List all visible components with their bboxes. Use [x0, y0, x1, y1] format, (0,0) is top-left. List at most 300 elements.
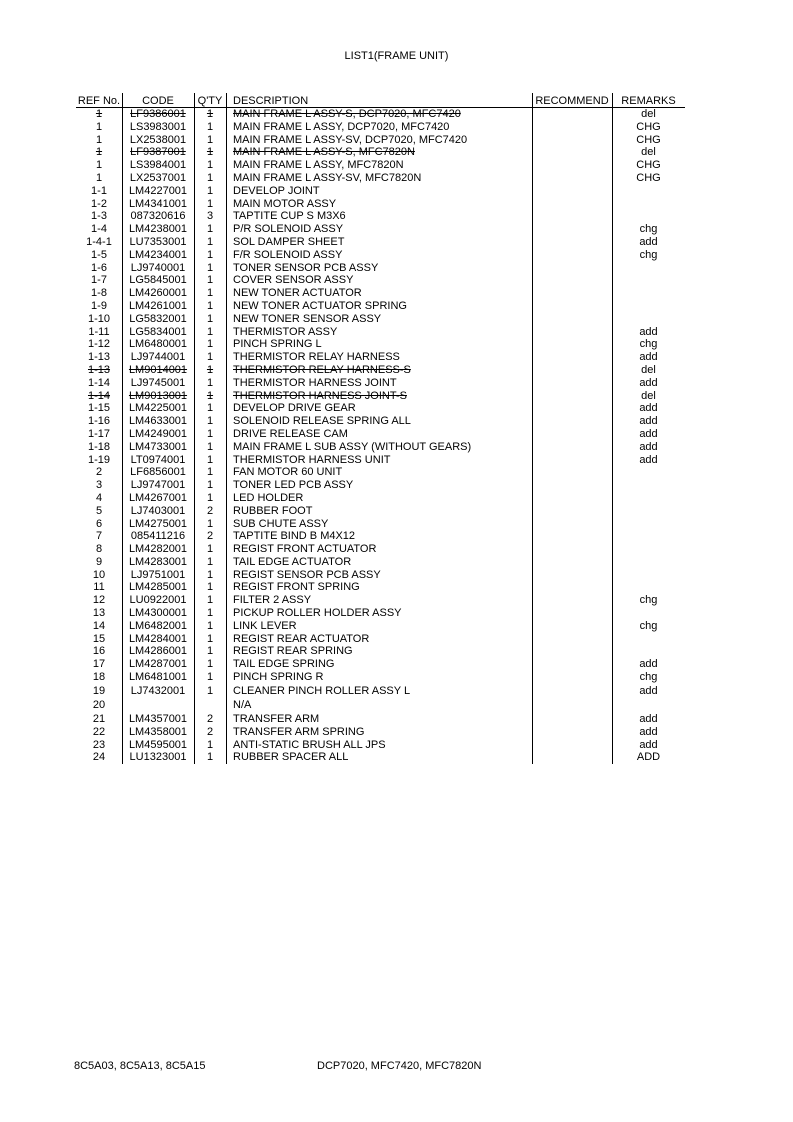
row-code: [122, 569, 194, 582]
row-description: [233, 620, 533, 633]
row-qty: [194, 751, 226, 764]
table-row: [76, 658, 685, 671]
row-description: [233, 713, 533, 726]
row-code-text: LT0974001: [130, 453, 186, 466]
row-remarks: [612, 377, 685, 390]
row-qty: [194, 441, 226, 454]
row-ref: [76, 726, 122, 739]
row-code: [122, 428, 194, 441]
table-row: [76, 428, 685, 441]
row-remarks-text: CHG: [636, 120, 661, 133]
row-code-text: LJ7403001: [130, 504, 186, 517]
table-row: [76, 326, 685, 339]
table-row: [76, 726, 685, 739]
row-remarks-text: CHG: [636, 133, 661, 146]
row-code: [122, 594, 194, 607]
row-remarks: [612, 146, 685, 159]
row-ref: [76, 594, 122, 607]
row-qty: [194, 454, 226, 467]
row-ref-text: 13: [92, 607, 106, 620]
row-code: [122, 726, 194, 739]
row-code-text: LJ9740001: [130, 261, 186, 274]
row-remarks-text: add: [639, 325, 658, 338]
table-row: [76, 338, 685, 351]
table-row: [76, 530, 685, 543]
row-ref-text: 8: [95, 543, 103, 556]
row-qty-text: 1: [206, 671, 214, 684]
row-qty-text: 1: [206, 120, 214, 133]
row-ref: [76, 108, 122, 121]
row-ref-text: 18: [92, 671, 106, 684]
row-ref: [76, 607, 122, 620]
row-ref: [76, 543, 122, 556]
row-qty: [194, 594, 226, 607]
row-qty-text: 1: [206, 363, 214, 376]
row-ref-text: 20: [92, 699, 106, 712]
row-qty: [194, 607, 226, 620]
row-description: [233, 454, 533, 467]
row-description: [233, 581, 533, 594]
table-row: [76, 198, 685, 211]
row-remarks: [612, 415, 685, 428]
row-ref: [76, 713, 122, 726]
row-remarks-text: add: [639, 235, 658, 248]
table-row: [76, 505, 685, 518]
row-ref: [76, 518, 122, 531]
row-description-text: DEVELOP JOINT: [233, 184, 320, 197]
header-code: CODE: [142, 95, 174, 107]
row-code-text: LM4357001: [128, 713, 188, 726]
row-code-text: LM4275001: [128, 517, 188, 530]
row-code-text: LM9013001: [128, 389, 188, 402]
row-description: [233, 428, 533, 441]
row-code: [122, 121, 194, 134]
row-description: [233, 726, 533, 739]
row-description: [233, 364, 533, 377]
row-description-text: THERMISTOR RELAY HARNESS-S: [233, 363, 411, 376]
row-description: [233, 313, 533, 326]
row-description: [233, 633, 533, 646]
row-code-text: LM4225001: [128, 402, 188, 415]
row-remarks-text: add: [639, 725, 658, 738]
row-qty: [194, 556, 226, 569]
row-qty: [194, 620, 226, 633]
row-ref-text: 1-1: [91, 184, 107, 197]
row-code: [122, 402, 194, 415]
row-code-text: LG5845001: [129, 274, 187, 287]
row-qty-text: 1: [206, 555, 214, 568]
row-remarks-text: del: [641, 363, 656, 376]
row-code-text: LU1323001: [129, 751, 187, 764]
row-code-text: LJ9747001: [130, 479, 186, 492]
row-ref: [76, 685, 122, 698]
row-code: [122, 415, 194, 428]
row-description: [233, 146, 533, 159]
row-code: [122, 185, 194, 198]
row-ref: [76, 530, 122, 543]
row-ref-text: 1-11: [88, 325, 110, 338]
row-code-text: 085411216: [130, 530, 186, 543]
row-code: [122, 338, 194, 351]
row-code: [122, 581, 194, 594]
row-ref-text: 19: [92, 685, 106, 698]
row-description-text: P/R SOLENOID ASSY: [233, 223, 344, 236]
row-description-text: SOL DAMPER SHEET: [233, 235, 345, 248]
row-remarks-text: chg: [639, 619, 658, 632]
row-code-text: LG5834001: [129, 325, 187, 338]
row-qty: [194, 713, 226, 726]
table-row: [76, 581, 685, 594]
table-row: [76, 543, 685, 556]
row-remarks: [612, 402, 685, 415]
row-code: [122, 108, 194, 121]
row-description-text: MAIN FRAME L ASSY-S, MFC7820N: [233, 146, 415, 159]
row-ref: [76, 505, 122, 518]
table-row: [76, 751, 685, 764]
row-ref: [76, 287, 122, 300]
row-qty: [194, 249, 226, 262]
table-row: [76, 364, 685, 377]
row-ref-text: 1-4: [91, 223, 107, 236]
row-qty-text: 1: [206, 197, 214, 210]
row-description: [233, 658, 533, 671]
table-row: [76, 402, 685, 415]
row-qty-text: 1: [206, 338, 214, 351]
row-code: [122, 479, 194, 492]
row-qty-text: 1: [206, 479, 214, 492]
row-ref-text: 1-3: [91, 210, 107, 223]
row-description-text: TAPTITE BIND B M4X12: [233, 530, 356, 543]
row-qty-text: 1: [206, 594, 214, 607]
row-description-text: REGIST REAR SPRING: [233, 645, 353, 658]
row-description: [233, 274, 533, 287]
table-row: [76, 108, 685, 121]
row-remarks-text: add: [639, 402, 658, 415]
row-ref: [76, 364, 122, 377]
row-code-text: LM4286001: [128, 645, 188, 658]
row-description: [233, 441, 533, 454]
row-ref: [76, 351, 122, 364]
row-ref-text: 1-10: [87, 312, 111, 325]
row-ref-text: 1-17: [87, 427, 111, 440]
row-ref: [76, 262, 122, 275]
table-row: [76, 287, 685, 300]
header-ref: REF No.: [77, 95, 121, 107]
row-ref-text: 9: [95, 555, 103, 568]
row-remarks: [612, 620, 685, 633]
row-remarks-text: add: [639, 440, 658, 453]
row-qty-text: 1: [206, 491, 214, 504]
row-qty-text: 1: [206, 440, 214, 453]
row-ref-text: 1-15: [87, 402, 111, 415]
row-remarks-text: del: [641, 146, 656, 159]
row-code-text: LG5832001: [129, 312, 187, 325]
table-row: [76, 633, 685, 646]
table-row: [76, 236, 685, 249]
row-qty: [194, 108, 226, 121]
row-description-text: LED HOLDER: [233, 491, 304, 504]
row-code: [122, 713, 194, 726]
row-ref-text: 5: [95, 504, 103, 517]
row-description-text: SUB CHUTE ASSY: [233, 517, 329, 530]
table-row: [76, 185, 685, 198]
row-qty-text: 1: [206, 415, 214, 428]
row-qty-text: 2: [206, 530, 214, 543]
row-description-text: NEW TONER ACTUATOR SPRING: [233, 299, 407, 312]
row-code-text: LJ9744001: [130, 351, 186, 364]
row-description-text: TAIL EDGE SPRING: [233, 658, 335, 671]
row-description-text: MAIN FRAME L ASSY-SV, DCP7020, MFC7420: [233, 133, 468, 146]
row-qty: [194, 134, 226, 147]
row-description-text: ANTI-STATIC BRUSH ALL JPS: [233, 738, 386, 751]
row-code: [122, 751, 194, 764]
row-description-text: MAIN FRAME L ASSY, MFC7820N: [233, 159, 404, 172]
row-code: [122, 377, 194, 390]
row-ref-text: 15: [92, 632, 106, 645]
row-ref-text: 12: [92, 594, 106, 607]
row-description-text: N/A: [233, 699, 252, 712]
row-description-text: NEW TONER SENSOR ASSY: [233, 312, 382, 325]
row-remarks-text: add: [639, 738, 658, 751]
row-code: [122, 134, 194, 147]
row-description-text: PINCH SPRING R: [233, 671, 324, 684]
row-ref: [76, 466, 122, 479]
row-qty-text: 1: [206, 261, 214, 274]
row-remarks-text: add: [639, 685, 658, 698]
row-qty: [194, 492, 226, 505]
row-ref-text: 1: [95, 108, 103, 120]
row-qty-text: 1: [206, 133, 214, 146]
row-qty: [194, 287, 226, 300]
row-qty: [194, 364, 226, 377]
row-qty: [194, 351, 226, 364]
row-ref-text: 22: [92, 725, 106, 738]
row-code: [122, 556, 194, 569]
footer-model-codes: 8C5A03, 8C5A13, 8C5A15: [74, 1060, 206, 1072]
row-ref-text: 16: [92, 645, 106, 658]
row-code-text: LU0922001: [129, 594, 187, 607]
row-description-text: PICKUP ROLLER HOLDER ASSY: [233, 607, 402, 620]
row-description: [233, 390, 533, 403]
row-qty: [194, 428, 226, 441]
row-code: [122, 364, 194, 377]
table-row: [76, 620, 685, 633]
row-code: [122, 236, 194, 249]
row-ref-text: 4: [95, 491, 103, 504]
row-remarks: [612, 428, 685, 441]
row-code-text: LM9014001: [128, 363, 188, 376]
row-qty-text: 1: [206, 543, 214, 556]
row-description: [233, 518, 533, 531]
row-qty: [194, 274, 226, 287]
row-ref-text: 1-19: [87, 453, 111, 466]
row-description-text: TRANSFER ARM SPRING: [233, 725, 365, 738]
row-remarks-text: chg: [639, 223, 658, 236]
row-ref-text: 7: [95, 530, 103, 543]
row-code-text: LS3983001: [129, 120, 187, 133]
row-code: [122, 326, 194, 339]
row-qty-text: 1: [206, 376, 214, 389]
row-description-text: TONER SENSOR PCB ASSY: [233, 261, 379, 274]
row-description: [233, 326, 533, 339]
table-row: [76, 121, 685, 134]
row-qty-text: 2: [206, 725, 214, 738]
row-description-text: MAIN FRAME L SUB ASSY (WITHOUT GEARS): [233, 440, 472, 453]
row-remarks-text: chg: [639, 338, 658, 351]
row-ref-text: 1-7: [91, 274, 107, 287]
table-row: [76, 351, 685, 364]
row-description-text: MAIN FRAME L ASSY-SV, MFC7820N: [233, 171, 422, 184]
row-code: [122, 300, 194, 313]
row-code-text: LM4234001: [128, 248, 188, 261]
row-ref: [76, 492, 122, 505]
row-code-text: LJ9745001: [130, 376, 186, 389]
row-code-text: LM6481001: [128, 671, 188, 684]
row-qty: [194, 121, 226, 134]
table-row: [76, 134, 685, 147]
row-description: [233, 671, 533, 684]
row-description-text: THERMISTOR HARNESS JOINT: [233, 376, 397, 389]
row-description-text: F/R SOLENOID ASSY: [233, 248, 343, 261]
row-description: [233, 121, 533, 134]
row-code-text: LX2537001: [129, 171, 187, 184]
row-ref-text: 1: [95, 120, 103, 133]
table-row: [76, 300, 685, 313]
row-description-text: THERMISTOR ASSY: [233, 325, 338, 338]
table-row: [76, 210, 685, 223]
row-remarks-text: add: [639, 713, 658, 726]
row-ref-text: 1: [95, 171, 103, 184]
row-description-text: NEW TONER ACTUATOR: [233, 287, 362, 300]
row-qty-text: 1: [206, 453, 214, 466]
row-code-text: LM4249001: [128, 427, 188, 440]
row-code-text: LM4595001: [128, 738, 188, 751]
row-description: [233, 685, 533, 698]
row-qty: [194, 236, 226, 249]
row-code-text: LM4260001: [128, 287, 188, 300]
row-qty-text: 1: [206, 581, 214, 594]
row-ref: [76, 159, 122, 172]
table-row: [76, 699, 685, 713]
table-row: [76, 518, 685, 531]
row-code: [122, 198, 194, 211]
row-qty: [194, 726, 226, 739]
row-ref-text: 3: [95, 479, 103, 492]
row-remarks: [612, 326, 685, 339]
row-ref-text: 1: [95, 133, 103, 146]
row-code: [122, 739, 194, 752]
row-remarks-text: CHG: [636, 159, 661, 172]
row-code-text: LM4267001: [128, 491, 188, 504]
row-remarks: [612, 454, 685, 467]
row-ref-text: 1-6: [91, 261, 107, 274]
table-row: [76, 313, 685, 326]
row-description-text: LINK LEVER: [233, 619, 297, 632]
row-remarks: [612, 108, 685, 121]
row-remarks-text: chg: [639, 248, 658, 261]
row-code-text: LM4633001: [128, 415, 188, 428]
row-ref-text: 17: [92, 658, 106, 671]
row-description-text: MAIN FRAME L ASSY-S, DCP7020, MFC7420: [233, 108, 461, 120]
row-code: [122, 390, 194, 403]
row-remarks: [612, 685, 685, 698]
table-row: [76, 569, 685, 582]
row-description-text: FILTER 2 ASSY: [233, 594, 312, 607]
row-qty-text: 3: [206, 210, 214, 223]
row-ref-text: 1-5: [91, 248, 107, 261]
table-row: [76, 415, 685, 428]
row-remarks: [612, 351, 685, 364]
row-code-text: LF6856001: [130, 466, 186, 479]
row-ref-text: 14: [92, 619, 106, 632]
row-qty-text: 1: [206, 427, 214, 440]
row-code: [122, 671, 194, 684]
row-remarks: [612, 364, 685, 377]
row-ref: [76, 556, 122, 569]
row-qty-text: 1: [206, 517, 214, 530]
row-description-text: TRANSFER ARM: [233, 713, 320, 726]
column-divider: [532, 93, 533, 764]
row-ref: [76, 620, 122, 633]
row-ref: [76, 236, 122, 249]
row-qty: [194, 300, 226, 313]
row-ref: [76, 751, 122, 764]
row-code-text: LM4341001: [128, 197, 188, 210]
row-code: [122, 518, 194, 531]
row-description: [233, 479, 533, 492]
row-qty: [194, 543, 226, 556]
row-ref: [76, 428, 122, 441]
row-description-text: TONER LED PCB ASSY: [233, 479, 354, 492]
row-code: [122, 645, 194, 658]
row-description: [233, 236, 533, 249]
row-code: [122, 210, 194, 223]
row-qty-text: 1: [206, 619, 214, 632]
row-remarks-text: add: [639, 351, 658, 364]
row-description: [233, 751, 533, 764]
row-remarks: [612, 172, 685, 185]
row-ref-text: 1-14: [87, 389, 111, 402]
row-remarks: [612, 390, 685, 403]
row-qty-text: 1: [206, 645, 214, 658]
row-remarks: [612, 658, 685, 671]
row-ref-text: 1: [95, 159, 103, 172]
row-code-text: LJ7432001: [130, 685, 186, 698]
row-description: [233, 530, 533, 543]
table-row: [76, 556, 685, 569]
row-remarks-text: ADD: [636, 751, 661, 764]
row-qty-text: 1: [206, 389, 214, 402]
row-code-text: LM4227001: [128, 184, 188, 197]
row-code-text: 087320616: [130, 210, 186, 223]
column-divider: [226, 93, 227, 764]
row-remarks-text: del: [641, 389, 656, 402]
row-code: [122, 505, 194, 518]
row-code: [122, 172, 194, 185]
row-remarks: [612, 726, 685, 739]
row-description-text: PINCH SPRING L: [233, 338, 322, 351]
row-code-text: LM6482001: [128, 619, 188, 632]
row-ref: [76, 249, 122, 262]
row-ref: [76, 645, 122, 658]
row-qty-text: 1: [206, 159, 214, 172]
row-code-text: LS3984001: [129, 159, 187, 172]
row-ref-text: 1-12: [87, 338, 111, 351]
row-ref: [76, 390, 122, 403]
header-description: DESCRIPTION: [233, 95, 309, 107]
row-description-text: SOLENOID RELEASE SPRING ALL: [233, 415, 411, 428]
row-ref-text: 11: [93, 581, 105, 594]
